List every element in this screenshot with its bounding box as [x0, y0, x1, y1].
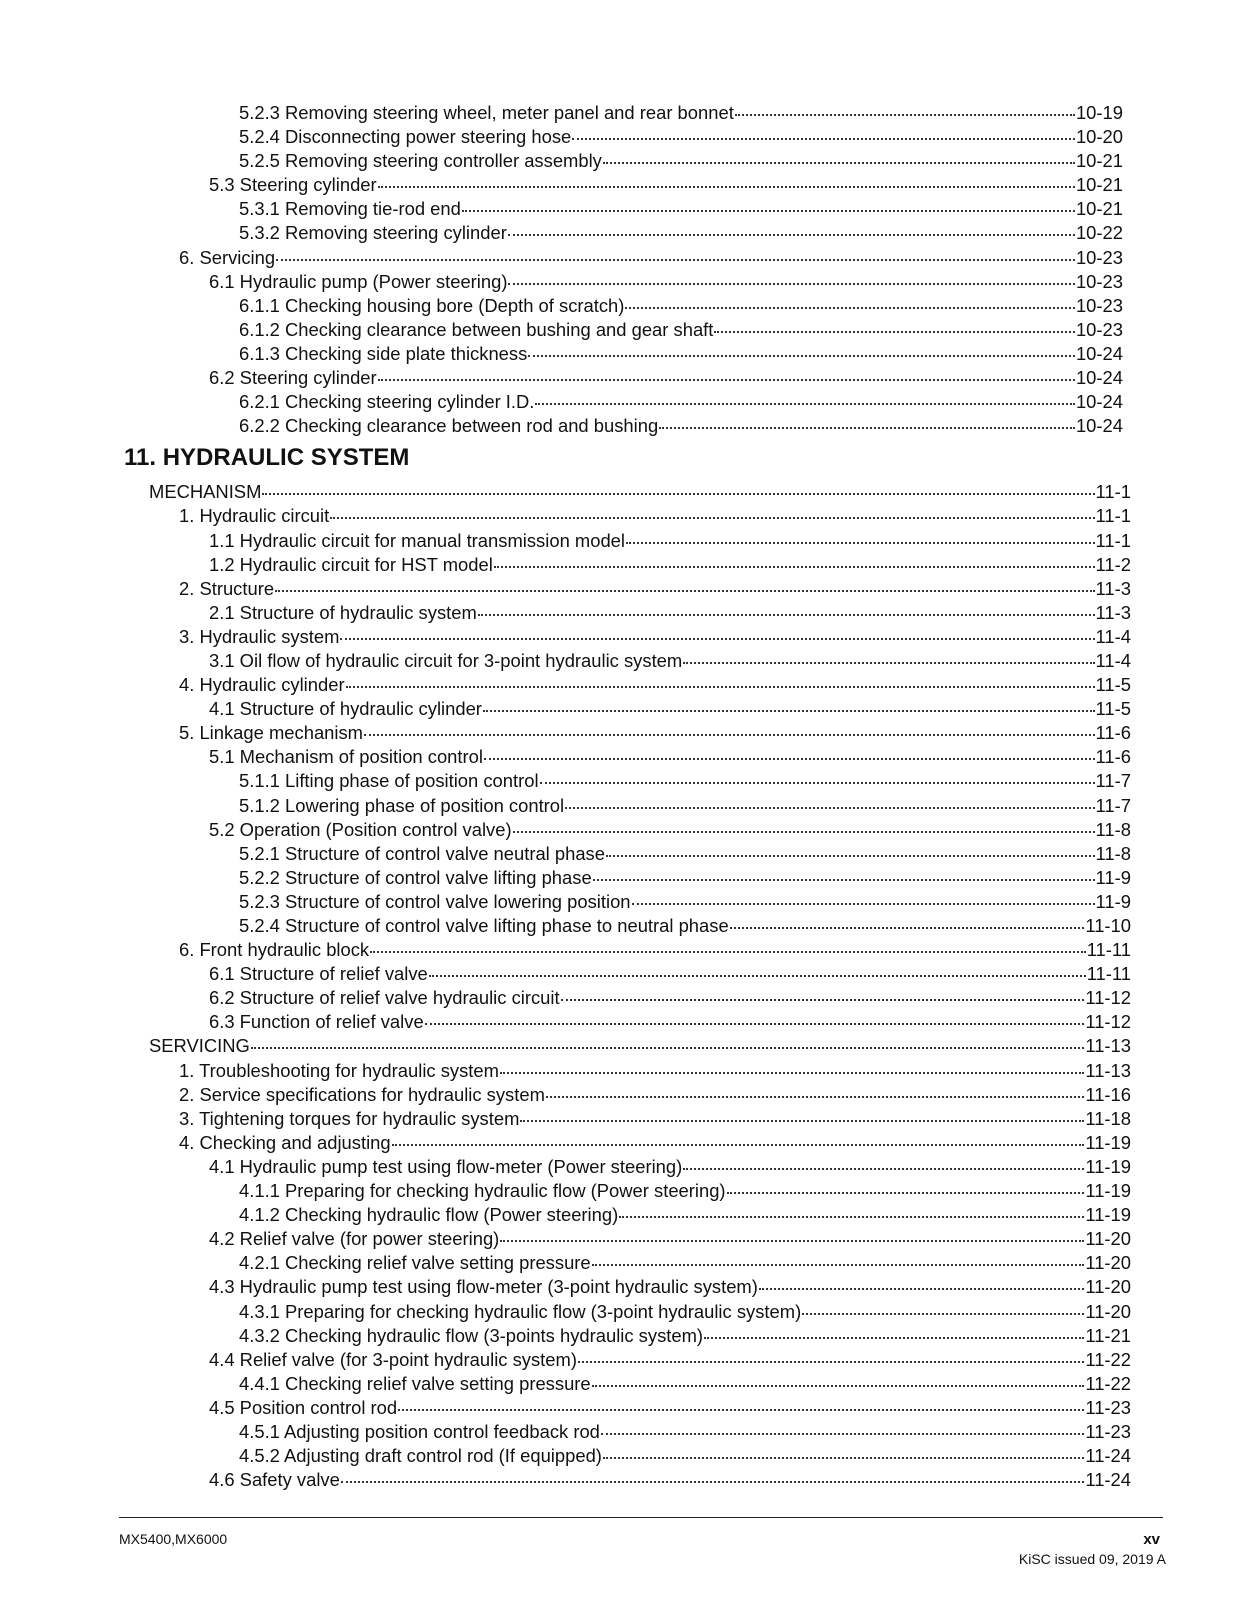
dot-leader — [619, 1201, 1084, 1221]
toc-entry[interactable] — [239, 888, 1131, 914]
toc-row — [0, 478, 1236, 502]
dot-leader — [603, 147, 1075, 167]
toc-entry-title: 5.2.1 Structure of control valve neutral phase — [239, 842, 605, 864]
toc-row — [0, 268, 1236, 292]
toc-entry-title: 1.1 Hydraulic circuit for manual transmission model — [209, 529, 625, 551]
toc-entry-page: 10-21 — [1075, 198, 1123, 220]
toc-entry[interactable] — [209, 1466, 1131, 1492]
toc-entry[interactable] — [179, 1081, 1131, 1107]
dot-leader — [603, 1442, 1084, 1462]
toc-entry[interactable] — [209, 364, 1123, 390]
toc-entry-title: 5. Linkage mechanism — [179, 722, 364, 744]
dot-leader — [483, 695, 1095, 715]
toc-entry-page: 11-13 — [1085, 1059, 1131, 1081]
toc-row — [0, 719, 1236, 743]
dot-leader — [561, 984, 1085, 1004]
dot-leader — [625, 292, 1075, 312]
toc-entry-page: 11-20 — [1085, 1276, 1131, 1298]
toc-entry-title: 4.4.1 Checking relief valve setting pressure — [239, 1372, 591, 1394]
toc-entry[interactable] — [209, 171, 1123, 197]
toc-entry-page: 11-9 — [1095, 866, 1131, 888]
toc-entry-page: 10-24 — [1075, 391, 1123, 413]
dot-leader — [364, 719, 1095, 739]
toc-row — [0, 1346, 1236, 1370]
toc-row — [0, 292, 1236, 316]
dot-leader — [251, 1032, 1084, 1052]
toc-entry[interactable] — [239, 99, 1123, 125]
toc-entry-title: 5.2.3 Removing steering wheel, meter panel and rear bonnet — [239, 102, 734, 123]
toc-entry[interactable] — [239, 1298, 1131, 1324]
toc-entry-page: 11-4 — [1095, 625, 1131, 647]
toc-row — [0, 960, 1236, 984]
toc-entry-title: 4.3.1 Preparing for checking hydraulic flow (3-point hydraulic system) — [239, 1300, 802, 1322]
toc-entry-title: 3. Hydraulic system — [179, 625, 340, 647]
toc-entry[interactable] — [239, 1322, 1131, 1348]
toc-entry[interactable] — [239, 195, 1123, 221]
toc-row — [0, 1153, 1236, 1177]
toc-entry-page: 11-19 — [1085, 1204, 1131, 1226]
toc-entry-title: 6.2 Structure of relief valve hydraulic circuit — [209, 987, 560, 1009]
dot-leader — [714, 316, 1075, 336]
toc-row — [0, 195, 1236, 219]
toc-entry[interactable] — [149, 1032, 1131, 1058]
toc-entry-page: 11-23 — [1085, 1420, 1131, 1442]
toc-entry-page: 11-23 — [1085, 1396, 1131, 1418]
dot-leader — [606, 840, 1095, 860]
toc-row — [0, 840, 1236, 864]
toc-row — [0, 1273, 1236, 1297]
toc-row — [0, 388, 1236, 412]
toc-entry-page: 11-2 — [1095, 553, 1131, 575]
toc-entry-page: 10-23 — [1075, 246, 1123, 268]
toc-entry[interactable] — [239, 123, 1123, 149]
toc-row — [0, 1081, 1236, 1105]
toc-entry[interactable] — [209, 599, 1131, 625]
footer-issued: KiSC issued 09, 2019 A — [1018, 1551, 1166, 1567]
toc-row — [0, 364, 1236, 388]
toc-row — [0, 1225, 1236, 1249]
toc-row — [0, 244, 1236, 268]
dot-leader — [500, 1057, 1084, 1077]
toc-entry[interactable] — [179, 936, 1131, 962]
toc-entry-page: 10-24 — [1075, 415, 1123, 437]
dot-leader — [727, 1177, 1085, 1197]
toc-row — [0, 623, 1236, 647]
toc-row — [0, 671, 1236, 695]
toc-entry[interactable] — [239, 912, 1131, 938]
toc-row — [0, 864, 1236, 888]
toc-entry[interactable] — [239, 864, 1131, 890]
dot-leader — [500, 1225, 1084, 1245]
toc-row — [0, 912, 1236, 936]
toc-entry-page: 11-7 — [1095, 794, 1131, 816]
dot-leader — [398, 1394, 1084, 1414]
toc-entry-title: 4. Checking and adjusting — [179, 1131, 391, 1153]
toc-entry-title: 6.1.1 Checking housing bore (Depth of scratch) — [239, 294, 625, 316]
toc-entry-page: 10-22 — [1075, 222, 1123, 244]
toc-row — [0, 1466, 1236, 1490]
toc-row — [0, 1008, 1236, 1032]
toc-entry-page: 10-23 — [1075, 294, 1123, 316]
toc-entry-page: 11-12 — [1085, 987, 1131, 1009]
toc-row — [0, 1105, 1236, 1129]
toc-row — [0, 1322, 1236, 1346]
section-heading — [0, 436, 1236, 478]
toc-row — [0, 1249, 1236, 1273]
dot-leader — [484, 743, 1095, 763]
toc-entry-page: 11-19 — [1085, 1155, 1131, 1177]
dot-leader — [346, 671, 1095, 691]
footer-divider — [119, 1517, 1163, 1518]
toc-entry-title: 4.6 Safety valve — [209, 1469, 340, 1491]
toc-entry[interactable] — [209, 1153, 1131, 1179]
dot-leader — [572, 123, 1075, 143]
toc-entry-title: 4.3 Hydraulic pump test using flow-meter (3-point hydraulic system) — [209, 1276, 758, 1298]
toc-entry-title: 2. Service specifications for hydraulic system — [179, 1083, 545, 1105]
toc-entry[interactable] — [179, 623, 1131, 649]
toc-entry-title: 3.1 Oil flow of hydraulic circuit for 3-point hydraulic system — [209, 649, 683, 671]
toc-row — [0, 1201, 1236, 1225]
toc-entry-title: 4.1 Structure of hydraulic cylinder — [209, 698, 482, 720]
toc-entry-title: 6.1 Structure of relief valve — [209, 963, 428, 985]
toc-row — [0, 316, 1236, 340]
toc-entry-page: 11-1 — [1095, 505, 1131, 527]
toc-entry[interactable] — [239, 147, 1123, 173]
toc-entry[interactable] — [209, 1346, 1131, 1372]
dot-leader — [535, 388, 1075, 408]
toc-entry-title: 5.2 Operation (Position control valve) — [209, 818, 512, 840]
toc-entry-page: 11-6 — [1095, 746, 1131, 768]
toc-entry-page: 11-10 — [1085, 915, 1131, 936]
toc-row — [0, 647, 1236, 671]
toc-entry-page: 11-13 — [1085, 1035, 1131, 1057]
toc-entry-page: 11-5 — [1095, 698, 1131, 720]
dot-leader — [276, 244, 1075, 264]
section-heading-text: 11. HYDRAULIC SYSTEM — [124, 444, 410, 472]
toc-entry-page: 11-9 — [1095, 890, 1131, 912]
toc-entry[interactable] — [209, 1273, 1131, 1299]
toc-entry-title: 6.1 Hydraulic pump (Power steering) — [209, 270, 508, 292]
toc-entry-page: 10-21 — [1075, 174, 1123, 196]
toc-row — [0, 412, 1236, 436]
toc-entry-title: SERVICING — [149, 1035, 250, 1057]
toc-row — [0, 99, 1236, 123]
toc-entry-title: 5.2.4 Disconnecting power steering hose — [239, 126, 572, 148]
toc-entry-page: 10-19 — [1075, 102, 1123, 123]
toc-row — [0, 984, 1236, 1008]
dot-leader — [425, 1008, 1085, 1028]
toc-entry[interactable] — [209, 743, 1131, 769]
toc-entry[interactable] — [209, 647, 1131, 673]
toc-entry[interactable] — [149, 478, 1131, 504]
toc-entry-page: 11-3 — [1095, 601, 1131, 623]
toc-entry-title: 6.1.2 Checking clearance between bushing and gear shaft — [239, 318, 714, 340]
toc-entry[interactable] — [239, 1442, 1131, 1468]
toc-entry[interactable] — [209, 527, 1131, 553]
dot-leader — [730, 912, 1085, 932]
dot-leader — [462, 195, 1075, 215]
toc-row — [0, 816, 1236, 840]
dot-leader — [632, 888, 1095, 908]
dot-leader — [429, 960, 1086, 980]
toc-entry[interactable] — [209, 695, 1131, 721]
toc-row — [0, 936, 1236, 960]
dot-leader — [735, 99, 1075, 119]
toc-row — [0, 767, 1236, 791]
toc-entry-title: 5.2.2 Structure of control valve lifting phase — [239, 866, 592, 888]
toc-entry[interactable] — [179, 719, 1131, 745]
toc-entry-page: 11-6 — [1095, 722, 1131, 744]
dot-leader — [370, 936, 1086, 956]
dot-leader — [592, 1370, 1085, 1390]
toc-row — [0, 147, 1236, 171]
toc-entry-title: 4.4 Relief valve (for 3-point hydraulic system) — [209, 1348, 577, 1370]
toc-entry-page: 10-23 — [1075, 270, 1123, 292]
dot-leader — [341, 1466, 1084, 1486]
footer-model: MX5400,MX6000 — [119, 1531, 228, 1547]
dot-leader — [378, 364, 1075, 384]
toc-entry[interactable] — [209, 551, 1131, 577]
dot-leader — [340, 623, 1094, 643]
toc-entry-page: 11-24 — [1085, 1469, 1131, 1491]
toc-section-11 — [0, 478, 1236, 1490]
toc-entry-page: 11-20 — [1085, 1252, 1131, 1274]
toc-entry-page: 11-16 — [1085, 1083, 1131, 1105]
toc-entry[interactable] — [209, 984, 1131, 1010]
toc-row — [0, 502, 1236, 526]
toc-entry-title: 5.3.2 Removing steering cylinder — [239, 222, 507, 244]
dot-leader — [578, 1346, 1084, 1366]
toc-entry[interactable] — [239, 1249, 1131, 1275]
toc-entry-page: 11-19 — [1085, 1131, 1131, 1153]
toc-row — [0, 1442, 1236, 1466]
toc-entry-title: 6.2.1 Checking steering cylinder I.D. — [239, 391, 535, 413]
toc-entry[interactable] — [179, 1105, 1131, 1131]
dot-leader — [528, 340, 1075, 360]
toc-entry-title: 5.1.1 Lifting phase of position control — [239, 770, 539, 792]
toc-row — [0, 743, 1236, 767]
dot-leader — [546, 1081, 1084, 1101]
toc-entry-page: 11-11 — [1086, 963, 1131, 985]
toc-row — [0, 219, 1236, 243]
dot-leader — [508, 268, 1074, 288]
toc-entry-title: 4.5.1 Adjusting position control feedback rod — [239, 1420, 600, 1442]
toc-entry-page: 11-21 — [1085, 1324, 1131, 1346]
toc-entry-title: 6.2.2 Checking clearance between rod and bushing — [239, 415, 659, 437]
toc-entry[interactable] — [209, 1394, 1131, 1420]
toc-entry-page: 10-24 — [1075, 342, 1123, 364]
toc-entry[interactable] — [239, 1370, 1131, 1396]
toc-entry-title: 5.2.5 Removing steering controller assembly — [239, 150, 602, 172]
dot-leader — [659, 412, 1075, 432]
toc-section-10-continued — [0, 99, 1236, 436]
toc-entry-title: 4.3.2 Checking hydraulic flow (3-points hydraulic system) — [239, 1324, 704, 1346]
toc-entry-title: 3. Tightening torques for hydraulic system — [179, 1107, 520, 1129]
toc-entry-page: 11-4 — [1095, 649, 1131, 671]
toc-entry[interactable] — [179, 244, 1123, 270]
toc-entry-title: 2. Structure — [179, 577, 275, 599]
toc-row — [0, 888, 1236, 912]
toc-entry[interactable] — [209, 816, 1131, 842]
toc-row — [0, 1177, 1236, 1201]
footer-page-number: xv — [1143, 1531, 1160, 1548]
toc-entry-page: 11-20 — [1085, 1228, 1131, 1250]
dot-leader — [592, 1249, 1085, 1269]
toc-entry-page: 10-21 — [1075, 150, 1123, 172]
toc-entry-title: 5.1.2 Lowering phase of position control — [239, 794, 565, 816]
toc-row — [0, 340, 1236, 364]
dot-leader — [378, 171, 1075, 191]
toc-row — [0, 575, 1236, 599]
toc-entry-page: 11-24 — [1085, 1445, 1131, 1467]
toc-row — [0, 551, 1236, 575]
toc-entry[interactable] — [179, 502, 1131, 528]
toc-entry-title: 4.5.2 Adjusting draft control rod (If equipped) — [239, 1445, 602, 1467]
toc-entry-page: 11-22 — [1085, 1372, 1131, 1394]
toc-entry[interactable] — [209, 268, 1123, 294]
toc-entry-title: 4.1.2 Checking hydraulic flow (Power steering) — [239, 1204, 619, 1226]
toc-row — [0, 1394, 1236, 1418]
dot-leader — [704, 1322, 1084, 1342]
toc-entry[interactable] — [239, 412, 1123, 438]
toc-entry-page: 11-18 — [1085, 1107, 1131, 1129]
dot-leader — [478, 599, 1095, 619]
toc-entry[interactable] — [179, 575, 1131, 601]
toc-entry-title: 6.2 Steering cylinder — [209, 367, 377, 389]
toc-entry-title: 4. Hydraulic cylinder — [179, 674, 345, 696]
toc-entry-page: 11-8 — [1095, 818, 1131, 840]
dot-leader — [626, 527, 1095, 547]
toc-entry[interactable] — [239, 1201, 1131, 1227]
toc-entry-title: 4.1 Hydraulic pump test using flow-meter (Power steering) — [209, 1155, 683, 1177]
toc-entry-title: 6. Front hydraulic block — [179, 939, 370, 961]
dot-leader — [262, 478, 1094, 498]
toc-entry-title: 6.3 Function of relief valve — [209, 1011, 424, 1033]
toc-entry[interactable] — [239, 792, 1131, 818]
toc-entry-page: 11-3 — [1095, 577, 1131, 599]
toc-entry[interactable] — [239, 1418, 1131, 1444]
toc-row — [0, 171, 1236, 195]
dot-leader — [520, 1105, 1084, 1125]
toc-entry-title: 5.2.4 Structure of control valve lifting phase to neutral phase — [239, 915, 729, 936]
toc-entry[interactable] — [239, 340, 1123, 366]
dot-leader — [601, 1418, 1084, 1438]
toc-entry[interactable] — [239, 388, 1123, 414]
toc-row — [0, 1418, 1236, 1442]
toc-entry[interactable] — [239, 767, 1131, 793]
dot-leader — [513, 816, 1095, 836]
toc-entry[interactable] — [239, 1177, 1131, 1203]
toc-entry-page: 11-1 — [1095, 529, 1131, 551]
dot-leader — [593, 864, 1095, 884]
toc-entry-title: MECHANISM — [149, 481, 262, 503]
toc-entry-page: 11-20 — [1085, 1300, 1131, 1322]
toc-entry[interactable] — [239, 292, 1123, 318]
dot-leader — [494, 551, 1095, 571]
dot-leader — [759, 1273, 1084, 1293]
dot-leader — [508, 219, 1075, 239]
toc-row — [0, 1129, 1236, 1153]
toc-entry[interactable] — [209, 1225, 1131, 1251]
dot-leader — [392, 1129, 1085, 1149]
dot-leader — [683, 647, 1094, 667]
toc-entry[interactable] — [179, 1129, 1131, 1155]
toc-entry-page: 11-12 — [1085, 1011, 1131, 1033]
toc-entry-page: 11-7 — [1095, 770, 1131, 792]
toc-entry-title: 5.3 Steering cylinder — [209, 174, 377, 196]
table-of-contents — [0, 99, 1236, 1490]
toc-entry-page: 10-24 — [1075, 367, 1123, 389]
toc-entry-page: 10-20 — [1075, 126, 1123, 148]
toc-entry-page: 11-5 — [1095, 674, 1131, 696]
toc-row — [0, 695, 1236, 719]
toc-entry[interactable] — [239, 316, 1123, 342]
toc-row — [0, 1370, 1236, 1394]
dot-leader — [683, 1153, 1084, 1173]
toc-entry[interactable] — [239, 219, 1123, 245]
toc-row — [0, 1057, 1236, 1081]
toc-row — [0, 1298, 1236, 1322]
toc-row — [0, 123, 1236, 147]
toc-row — [0, 1032, 1236, 1056]
toc-entry[interactable] — [179, 671, 1131, 697]
toc-entry-title: 6. Servicing — [179, 246, 276, 268]
toc-row — [0, 599, 1236, 623]
toc-entry-page: 11-8 — [1095, 842, 1131, 864]
toc-entry-title: 1. Troubleshooting for hydraulic system — [179, 1059, 499, 1081]
toc-entry[interactable] — [179, 1057, 1131, 1083]
toc-entry-title: 4.5 Position control rod — [209, 1396, 398, 1418]
toc-row — [0, 527, 1236, 551]
dot-leader — [540, 767, 1095, 787]
toc-entry-page: 10-23 — [1075, 318, 1123, 340]
dot-leader — [330, 502, 1094, 522]
toc-entry[interactable] — [209, 1008, 1131, 1034]
toc-entry-title: 6.1.3 Checking side plate thickness — [239, 342, 528, 364]
toc-entry-title: 5.1 Mechanism of position control — [209, 746, 483, 768]
toc-entry-page: 11-11 — [1086, 939, 1131, 961]
toc-entry-page: 11-22 — [1085, 1348, 1131, 1370]
dot-leader — [275, 575, 1094, 595]
toc-entry-page: 11-19 — [1085, 1180, 1131, 1202]
toc-entry-page: 11-1 — [1095, 481, 1131, 503]
toc-entry[interactable] — [239, 840, 1131, 866]
toc-row — [0, 792, 1236, 816]
toc-entry[interactable] — [209, 960, 1131, 986]
toc-entry-title: 4.1.1 Preparing for checking hydraulic flow (Power steering) — [239, 1180, 726, 1202]
toc-entry-title: 1. Hydraulic circuit — [179, 505, 330, 527]
dot-leader — [802, 1298, 1084, 1318]
dot-leader — [565, 792, 1094, 812]
toc-entry-title: 1.2 Hydraulic circuit for HST model — [209, 553, 493, 575]
toc-entry-title: 4.2.1 Checking relief valve setting pressure — [239, 1252, 591, 1274]
toc-entry-title: 5.3.1 Removing tie-rod end — [239, 198, 461, 220]
toc-entry-title: 4.2 Relief valve (for power steering) — [209, 1228, 500, 1250]
toc-entry-title: 5.2.3 Structure of control valve lowering position — [239, 890, 631, 912]
toc-entry-title: 2.1 Structure of hydraulic system — [209, 601, 477, 623]
